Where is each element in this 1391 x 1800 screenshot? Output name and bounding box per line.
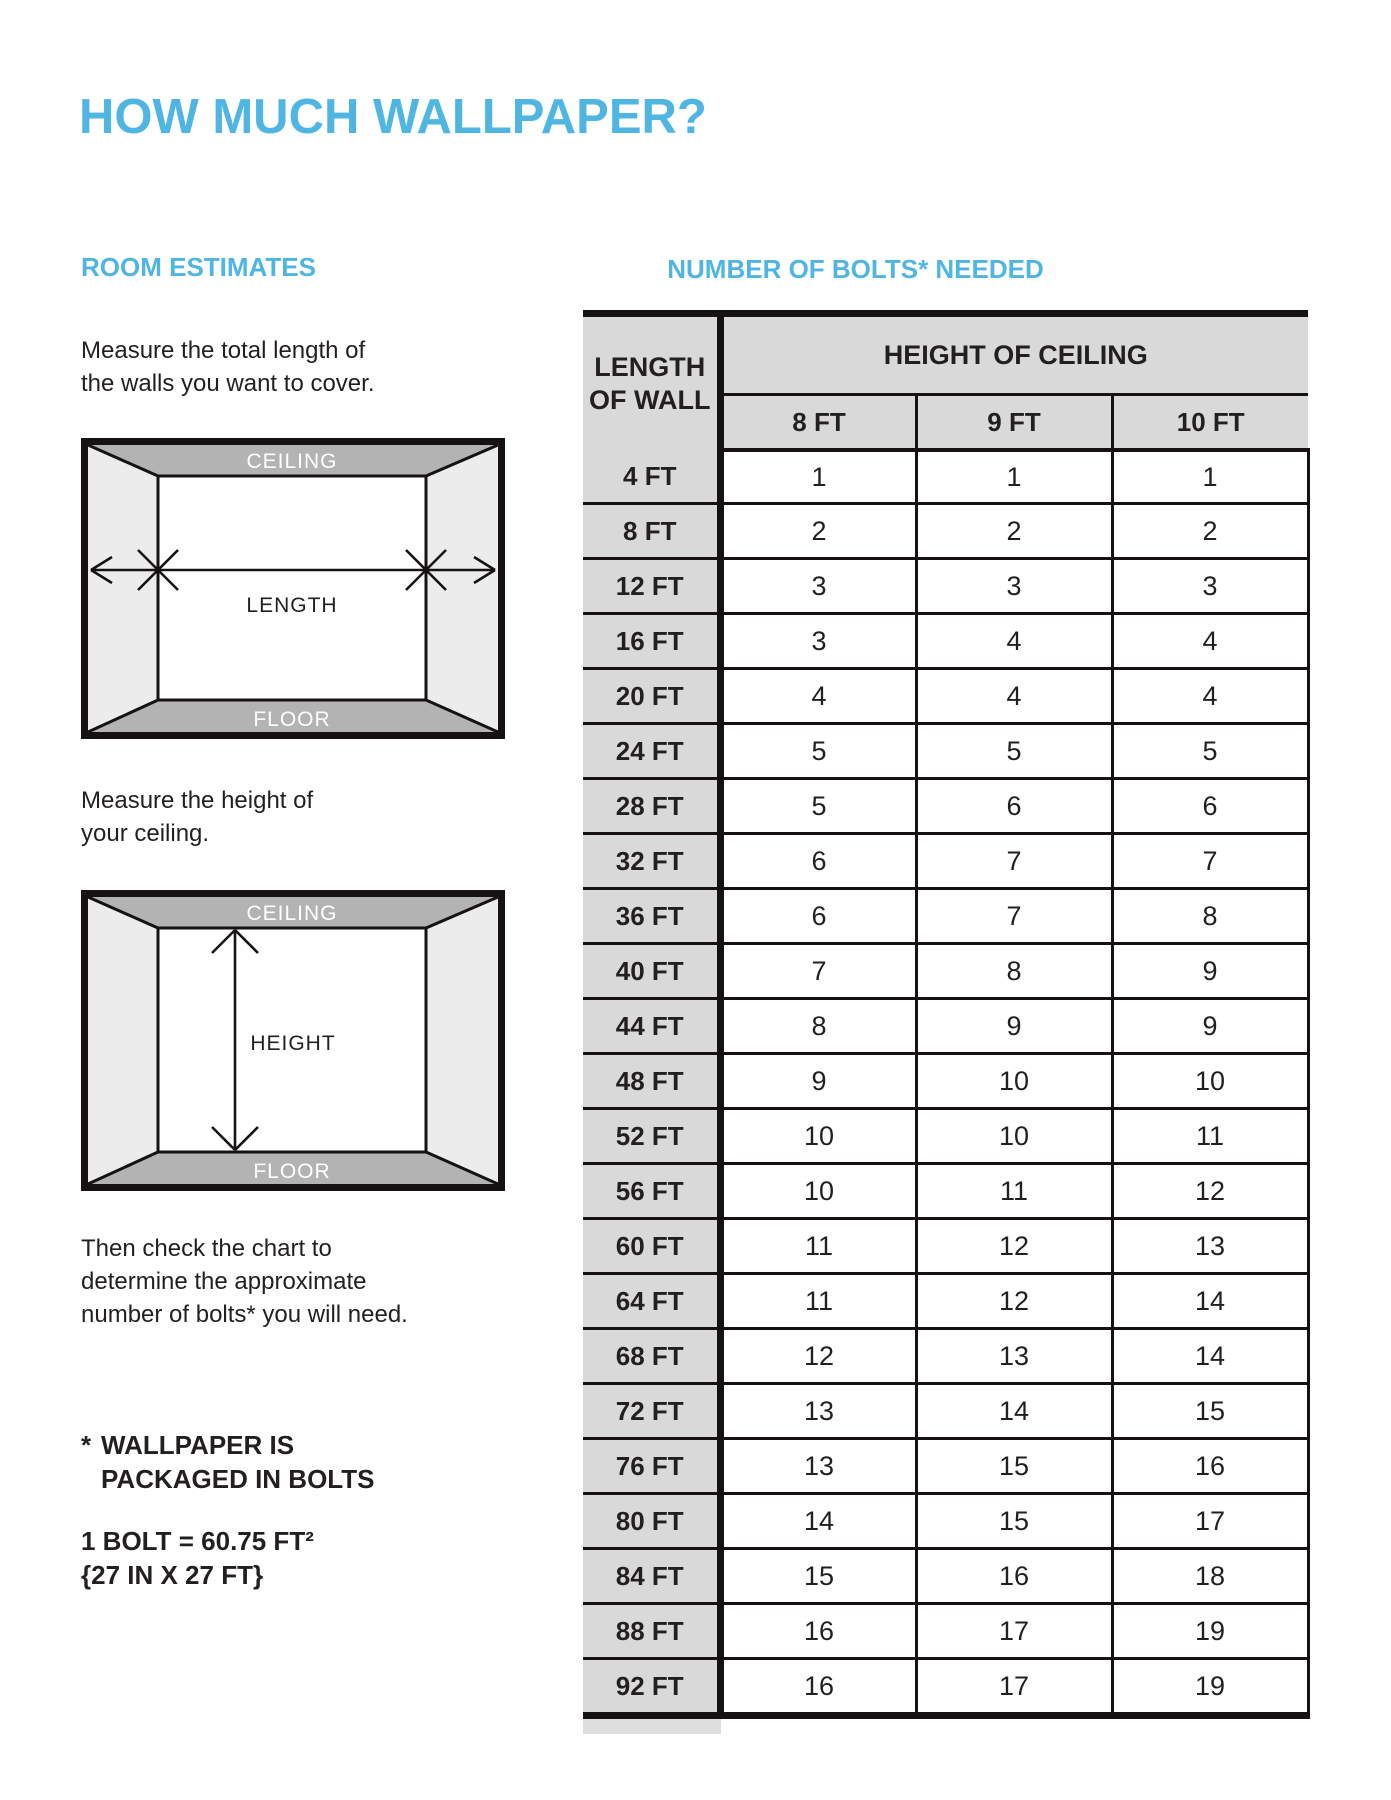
wall-length-cell: 48 FT xyxy=(583,1054,720,1109)
bolt-count-cell: 7 xyxy=(720,944,916,999)
bolts-table-container xyxy=(583,310,1308,1734)
room-length-diagram-svg xyxy=(81,438,505,739)
bolt-count-cell: 4 xyxy=(1112,669,1308,724)
wall-length-cell: 12 FT xyxy=(583,559,720,614)
bolt-count-cell: 15 xyxy=(1112,1384,1308,1439)
wall-length-cell: 68 FT xyxy=(583,1329,720,1384)
length-label: LENGTH xyxy=(246,594,338,617)
bolt-count-cell: 10 xyxy=(720,1164,916,1219)
bolt-count-cell: 16 xyxy=(720,1659,916,1716)
table-row xyxy=(583,834,1308,889)
bolt-count-cell: 2 xyxy=(1112,504,1308,559)
wall-length-cell: 28 FT xyxy=(583,779,720,834)
bolt-count-cell: 13 xyxy=(720,1439,916,1494)
bolt-count-cell: 15 xyxy=(916,1439,1112,1494)
bolt-count-cell: 14 xyxy=(916,1384,1112,1439)
ceiling-height-diagram xyxy=(81,890,505,1191)
instruction-height xyxy=(81,784,313,850)
ceiling-height-diagram-svg xyxy=(81,890,505,1191)
wall-length-cell: 88 FT xyxy=(583,1604,720,1659)
bolt-count-cell: 12 xyxy=(916,1219,1112,1274)
footnote-asterisk: * xyxy=(81,1430,92,1460)
bolt-count-cell: 9 xyxy=(1112,944,1308,999)
wall-length-cell: 60 FT xyxy=(583,1219,720,1274)
wall-length-cell: 32 FT xyxy=(583,834,720,889)
bolt-count-cell: 14 xyxy=(1112,1329,1308,1384)
floor-label: FLOOR xyxy=(253,708,331,731)
instruction-chart xyxy=(81,1232,408,1331)
wall-length-cell: 40 FT xyxy=(583,944,720,999)
floor-label: FLOOR xyxy=(253,1160,331,1183)
bolt-count-cell: 4 xyxy=(1112,614,1308,669)
bolt-count-cell: 15 xyxy=(916,1494,1112,1549)
left-wall xyxy=(88,445,158,732)
wall-length-cell: 16 FT xyxy=(583,614,720,669)
bolt-count-cell: 3 xyxy=(720,559,916,614)
table-row xyxy=(583,669,1308,724)
bolt-count-cell: 13 xyxy=(916,1329,1112,1384)
bolt-count-cell: 12 xyxy=(720,1329,916,1384)
bolt-count-cell: 11 xyxy=(720,1274,916,1329)
bolt-count-cell: 12 xyxy=(916,1274,1112,1329)
ceiling-10ft-header: 10 FT xyxy=(1112,395,1308,451)
bolts-table xyxy=(583,310,1310,1719)
bolt-count-cell: 2 xyxy=(916,504,1112,559)
bolt-count-cell: 5 xyxy=(720,779,916,834)
ceiling-label: CEILING xyxy=(246,902,338,925)
instruction-chart-line1: Then check the chart to xyxy=(81,1235,332,1262)
bolt-count-cell: 3 xyxy=(1112,559,1308,614)
ceiling-9ft-header: 9 FT xyxy=(916,395,1112,451)
table-row xyxy=(583,1164,1308,1219)
wall-length-cell: 92 FT xyxy=(583,1659,720,1716)
footnote-line1: WALLPAPER IS xyxy=(101,1430,295,1460)
table-row xyxy=(583,1659,1308,1716)
bolt-count-cell: 17 xyxy=(916,1659,1112,1716)
table-row xyxy=(583,450,1308,504)
table-row xyxy=(583,614,1308,669)
bolt-count-cell: 17 xyxy=(916,1604,1112,1659)
right-wall xyxy=(426,897,498,1184)
bolt-count-cell: 12 xyxy=(1112,1164,1308,1219)
bolt-count-cell: 6 xyxy=(720,834,916,889)
bolt-count-cell: 8 xyxy=(720,999,916,1054)
bolt-count-cell: 10 xyxy=(916,1109,1112,1164)
bolt-count-cell: 7 xyxy=(1112,834,1308,889)
bolt-count-cell: 18 xyxy=(1112,1549,1308,1604)
instruction-length-line2: the walls you want to cover. xyxy=(81,370,375,397)
bolt-size-line2: {27 IN X 27 FT} xyxy=(81,1560,264,1590)
bolt-count-cell: 4 xyxy=(916,669,1112,724)
bolt-count-cell: 11 xyxy=(916,1164,1112,1219)
bolt-count-cell: 14 xyxy=(1112,1274,1308,1329)
ceiling-8ft-header: 8 FT xyxy=(720,395,916,451)
bolt-count-cell: 16 xyxy=(1112,1439,1308,1494)
bolt-count-cell: 19 xyxy=(1112,1604,1308,1659)
wall-length-cell: 20 FT xyxy=(583,669,720,724)
bolt-count-cell: 10 xyxy=(720,1109,916,1164)
bolt-count-cell: 5 xyxy=(720,724,916,779)
bolt-count-cell: 9 xyxy=(1112,999,1308,1054)
bolt-count-cell: 9 xyxy=(720,1054,916,1109)
instruction-height-line2: your ceiling. xyxy=(81,820,210,847)
wall-length-cell: 84 FT xyxy=(583,1549,720,1604)
bolt-count-cell: 9 xyxy=(916,999,1112,1054)
bolt-count-cell: 11 xyxy=(720,1219,916,1274)
bolt-count-cell: 17 xyxy=(1112,1494,1308,1549)
bolt-count-cell: 16 xyxy=(720,1604,916,1659)
height-of-ceiling-header: HEIGHT OF CEILING xyxy=(720,314,1308,395)
wall-length-cell: 24 FT xyxy=(583,724,720,779)
table-row xyxy=(583,1549,1308,1604)
bolt-count-cell: 3 xyxy=(916,559,1112,614)
bolt-count-cell: 14 xyxy=(720,1494,916,1549)
bolt-count-cell: 13 xyxy=(720,1384,916,1439)
bolts-table-heading: NUMBER OF BOLTS* NEEDED xyxy=(667,254,1044,284)
instruction-length-line1: Measure the total length of xyxy=(81,337,366,364)
bolt-count-cell: 6 xyxy=(916,779,1112,834)
bolt-count-cell: 19 xyxy=(1112,1659,1308,1716)
bolt-count-cell: 1 xyxy=(916,450,1112,504)
bolt-count-cell: 10 xyxy=(916,1054,1112,1109)
wall-length-cell: 4 FT xyxy=(583,450,720,504)
bolt-count-cell: 16 xyxy=(916,1549,1112,1604)
table-row xyxy=(583,724,1308,779)
wall-length-cell: 8 FT xyxy=(583,504,720,559)
bolt-size-line1: 1 BOLT = 60.75 FT² xyxy=(81,1526,314,1556)
bolt-count-cell: 7 xyxy=(916,889,1112,944)
bolt-count-cell: 7 xyxy=(916,834,1112,889)
wall-length-cell: 56 FT xyxy=(583,1164,720,1219)
table-row xyxy=(583,999,1308,1054)
wall-length-cell: 52 FT xyxy=(583,1109,720,1164)
length-of-wall-header: LENGTH OF WALL xyxy=(583,314,720,451)
table-header-row xyxy=(583,314,1308,395)
table-row xyxy=(583,1494,1308,1549)
bolt-table-body xyxy=(583,450,1308,1716)
wall-length-cell: 44 FT xyxy=(583,999,720,1054)
ceiling-label: CEILING xyxy=(246,450,338,473)
table-row xyxy=(583,559,1308,614)
right-wall xyxy=(426,445,498,732)
bolt-count-cell: 6 xyxy=(720,889,916,944)
wall-length-cell: 76 FT xyxy=(583,1439,720,1494)
bolt-count-cell: 11 xyxy=(1112,1109,1308,1164)
instruction-height-line1: Measure the height of xyxy=(81,787,314,814)
instruction-chart-line3: number of bolts* you will need. xyxy=(81,1301,408,1328)
bolt-count-cell: 6 xyxy=(1112,779,1308,834)
bolt-count-cell: 10 xyxy=(1112,1054,1308,1109)
table-row xyxy=(583,889,1308,944)
bolt-count-cell: 8 xyxy=(1112,889,1308,944)
bolt-count-cell: 1 xyxy=(1112,450,1308,504)
bolt-count-cell: 13 xyxy=(1112,1219,1308,1274)
bolt-count-cell: 5 xyxy=(1112,724,1308,779)
table-row xyxy=(583,1219,1308,1274)
wall-length-cell: 80 FT xyxy=(583,1494,720,1549)
bolt-count-cell: 2 xyxy=(720,504,916,559)
table-row xyxy=(583,1604,1308,1659)
bolt-count-cell: 1 xyxy=(720,450,916,504)
wall-length-cell: 64 FT xyxy=(583,1274,720,1329)
bolt-count-cell: 15 xyxy=(720,1549,916,1604)
bolt-size-info xyxy=(81,1524,314,1592)
table-row xyxy=(583,1384,1308,1439)
bolt-count-cell: 4 xyxy=(916,614,1112,669)
table-bottom-gray-strip xyxy=(583,1719,721,1734)
table-row xyxy=(583,504,1308,559)
table-row xyxy=(583,779,1308,834)
page-title: HOW MUCH WALLPAPER? xyxy=(79,89,707,144)
left-wall xyxy=(88,897,158,1184)
bolt-count-cell: 5 xyxy=(916,724,1112,779)
wall-length-cell: 72 FT xyxy=(583,1384,720,1439)
table-row xyxy=(583,1274,1308,1329)
back-wall xyxy=(158,476,426,700)
wall-length-cell: 36 FT xyxy=(583,889,720,944)
height-label: HEIGHT xyxy=(250,1032,336,1055)
table-row xyxy=(583,1439,1308,1494)
table-row xyxy=(583,944,1308,999)
instruction-chart-line2: determine the approximate xyxy=(81,1268,367,1295)
bolts-footnote xyxy=(81,1428,374,1496)
bolt-count-cell: 8 xyxy=(916,944,1112,999)
bolt-count-cell: 4 xyxy=(720,669,916,724)
bolt-count-cell: 3 xyxy=(720,614,916,669)
table-row xyxy=(583,1054,1308,1109)
table-row xyxy=(583,1329,1308,1384)
instruction-length xyxy=(81,334,374,400)
table-row xyxy=(583,1109,1308,1164)
room-length-diagram xyxy=(81,438,505,739)
room-estimates-heading: ROOM ESTIMATES xyxy=(81,252,316,282)
footnote-line2: PACKAGED IN BOLTS xyxy=(101,1464,375,1494)
